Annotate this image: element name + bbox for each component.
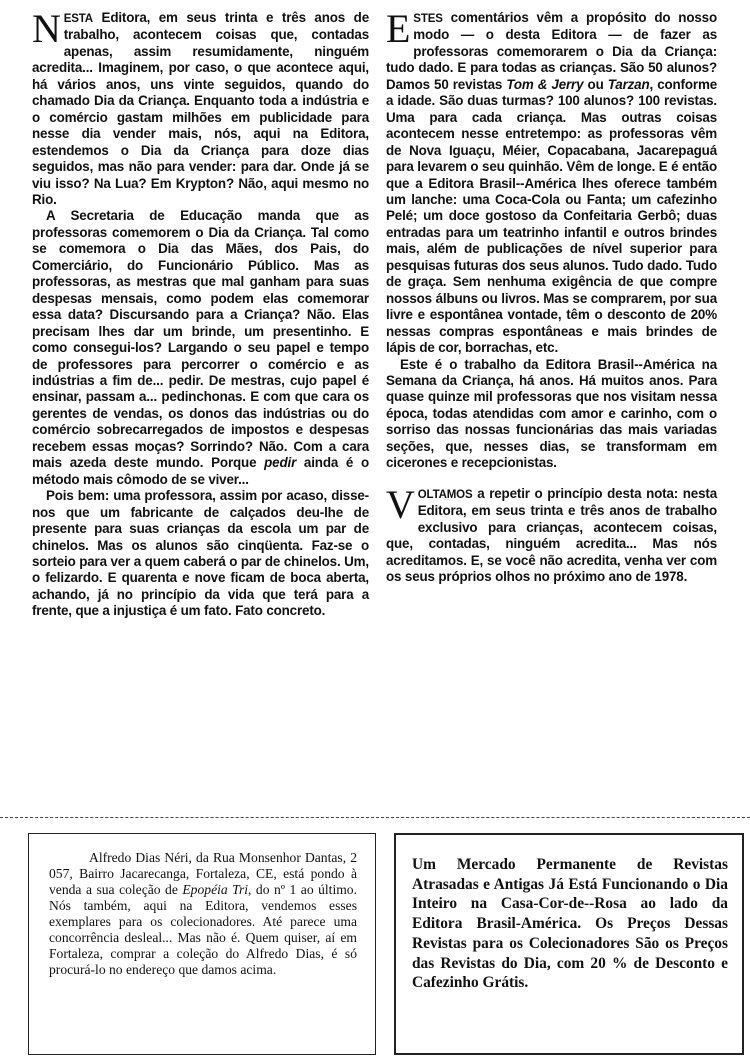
lead-in-caps: STES — [413, 13, 443, 25]
article-left-column — [32, 6, 370, 620]
italic-title-tom-jerry: Tom & Jerry — [506, 76, 584, 92]
section-divider — [0, 817, 750, 818]
italic-word: pedir — [264, 455, 297, 471]
left-paragraph-1 — [32, 6, 369, 208]
notice-left-text-a: Alfredo Dias Néri, da Rua Monsenhor Dantas, 2 057, Bairro Jacarecanga, Fortaleza, CE, está pondo à venda a sua coleção de — [49, 850, 357, 897]
left-paragraph-3: Pois bem: uma professora, assim por acaso, disse-nos que um fabricante de calçados deu-lhe de presente para suas crianças da escola um par de chinelos. Mas os alunos são cinqüenta. Faz-se o sorteio para ver a quem caberá o par de chinelos. Um, o felizardo. E quarenta e nove ficam de boca aberta, achando, já no princípio da vida que terá para a frente, que a injustiça é um fato. Fato concreto. — [32, 488, 369, 619]
paragraph-gap — [386, 472, 717, 486]
right-paragraph-3-text: a repetir o princípio desta nota: nesta Editora, em seus trinta e três anos de trabalho exclusivo para crianças, acontecem coisas, que, contadas, ninguém acredita... Mas nós acreditamos. E, se você não acredita, venha ver com os seus próprios olhos no próximo ano de 1978. — [386, 485, 717, 584]
right-paragraph-3 — [386, 481, 717, 586]
notice-left-text — [49, 850, 357, 978]
left-paragraph-2-text: A Secretaria de Educação manda que as professoras comemorem o Dia da Criança. Tal como se comemora o Dia das Mães, dos Pais, do Comerciário, do Funcionário Público. Mas as professoras, as mestras que mal ganham para suas despesas mensais, como podem elas comemorar essa data? Discursando para a Criança? Não. Elas precisam lhes dar um brinde, um presentinho. E como consegui-los? Largando o seu papel e tempo de professores para percorrer o comércio e as indústrias a fim de... pedir. De mestras, cujo papel é ensinar, passam a... pedinchonas. E com que cara os gerentes de vendas, os donos das indústrias ou do comércio sobrecarregados de impostos e despesas recebem essas moças? Sorrindo? Não. Com a cara mais azeda deste mundo. Porque — [32, 208, 369, 471]
right-paragraph-1 — [386, 6, 718, 357]
notice-box-right — [394, 833, 744, 1055]
drop-cap-e: E — [386, 6, 411, 51]
right-paragraph-1-text-c: , conforme a idade. São duas turmas? 100 alunos? 100 revistas. Uma para cada criança. Mas outras coisas acontecem nesse entretempo: as professoras vêm de Nova Iguaçu, Méier, Copacabana, Jacarepaguá para levarem o seu quinhão. Vêm de longe. E é então que a Editora Brasil--América lhes oferece também um lanche: uma Coca-Cola ou Fanta; um cafezinho Pelé; um doce gostoso da Confeitaria Gerbô; duas entradas para um teatrinho infantil e outros brindes mais, além de publicações de nível superior para pesquisas futuras dos seus alunos. Tudo dado. Tudo de graça. Sem nenhuma exigência de que compre nossos álbuns ou livros. Mas se comprarem, por sua livre e espontânea vontade, têm o desconto de 20% nessas compras espontâneas e mais brindes de lápis de cor, borrachas, etc. — [386, 76, 718, 356]
notice-left-text-b: , do nº 1 ao último. Nós também, aqui na Editora, vendemos esses exemplares para os colecionadores. Até parece uma concorrência desleal... Mas não é. Quem quiser, aí em Fortaleza, comprar a coleção do Alfredo Dias, é só procurá-lo no endereço que damos acima. — [49, 882, 357, 977]
left-paragraph-2 — [32, 208, 369, 488]
italic-title-tarzan: Tarzan — [607, 76, 650, 92]
right-paragraph-2: Este é o trabalho da Editora Brasil--América na Semana da Criança, há anos. Há muitos anos. Para quase quinze mil professoras que nos visitam nessa época, todas atendidas com amor e carinho, com o sorriso das nossas funcionárias das mais variadas seções, que, nesses dias, se transformam em cicerones e recepcionistas. — [386, 356, 717, 471]
notice-box-left — [28, 833, 376, 1055]
lead-in-caps: ESTA — [63, 13, 93, 25]
drop-cap-v: V — [386, 481, 415, 527]
notice-right-text: Um Mercado Permanente de Revistas Atrasadas e Antigas Já Está Funcionando o Dia Inteiro na Casa-Cor-de--Rosa ao lado da Editora Brasil-América. Os Preços Dessas Revistas para os Colecionadores São os Preços das Revistas do Dia, com 20 % de Desconto e Cafezinho Grátis. — [412, 856, 728, 992]
right-paragraph-1-text-a: comentários vêm a propósito do nosso modo — o desta Editora — de fazer as professoras comemorarem o Dia da Criança: tudo dado. E para todas as crianças. São 50 alunos? Damos 50 revistas — [386, 10, 717, 92]
left-paragraph-2-end: ainda é o método mais cômodo de se viver... — [32, 455, 370, 487]
lead-in-caps: OLTAMOS — [417, 488, 473, 501]
article-right-column — [386, 6, 718, 585]
left-paragraph-1-text: Editora, em seus trinta e três anos de trabalho, acontecem coisas que, contadas apenas, assim resumidamente, ninguém acredita... Imaginem, por caso, o que acontece aqui, há vários anos, uns vinte seguidos, quando do chamado Dia da Criança. Enquanto toda a indústria e o comércio gastam milhões em publicidade para nesse dia vender mais, nós, aqui na Editora, estendemos o Dia da Criança para doze dias seguidos, mas não para vender: para dar. Onde já se viu isso? Na Lua? Em Krypton? Não, aqui mesmo no Rio. — [32, 10, 369, 207]
italic-title-epopeia: Epopéia Tri — [182, 882, 249, 897]
right-paragraph-1-text-b: ou — [583, 76, 608, 92]
drop-cap-n: N — [32, 6, 61, 51]
